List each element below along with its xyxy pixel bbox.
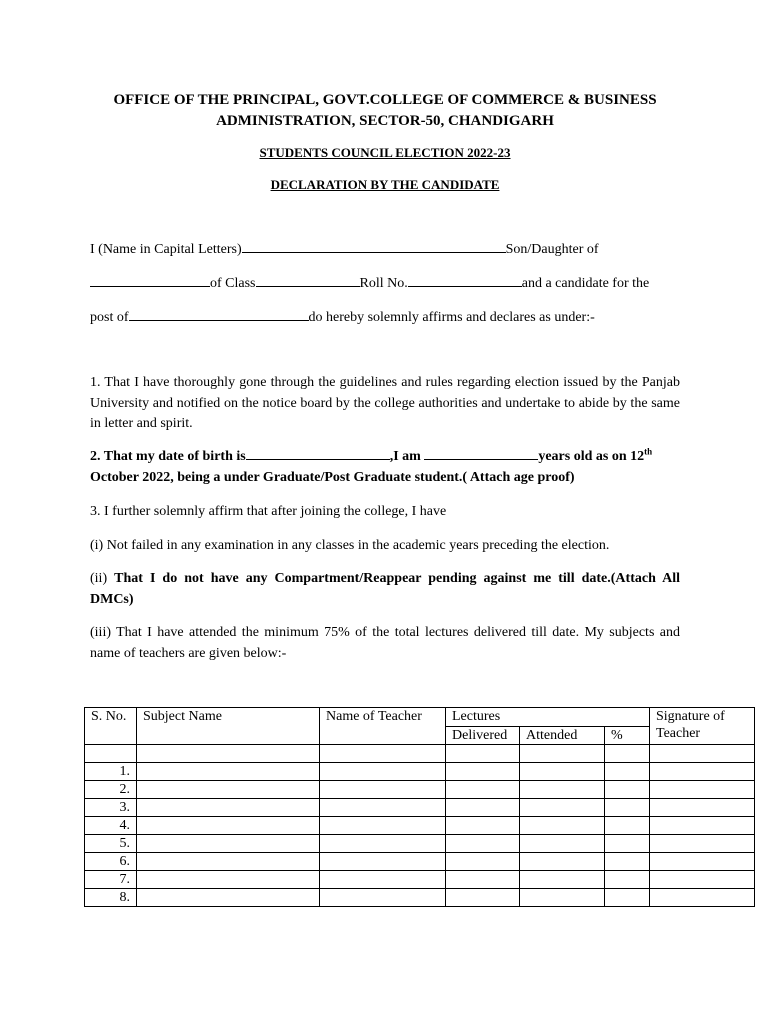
table-row [85, 799, 755, 817]
name-label: I (Name in Capital Letters) [90, 242, 242, 257]
roll-no-blank[interactable] [408, 274, 522, 287]
clause-2-dob-label: 2. That my date of birth is [90, 449, 246, 464]
declaration-title: DECLARATION BY THE CANDIDATE [270, 177, 500, 192]
name-line [90, 240, 599, 258]
affirm-label: do hereby solemnly affirms and declares as under:- [308, 310, 595, 325]
header-teacher: Name of Teacher [320, 708, 446, 745]
clause-3-i: (i) Not failed in any examination in any classes in the academic years preceding the election. [90, 538, 610, 553]
row-number: 4. [85, 817, 137, 835]
clause-2-rest: October 2022, being a under Graduate/Post Graduate student.( Attach age proof) [90, 469, 575, 485]
of-class-label: of Class [210, 276, 256, 291]
header-lectures: Lectures [446, 708, 650, 727]
header-sno: S. No. [85, 708, 137, 745]
clause-2 [90, 447, 680, 488]
roll-no-label: Roll No. [359, 276, 408, 291]
clause-2-age-label: ,I am [389, 449, 421, 464]
clause-1: 1. That I have thoroughly gone through the guidelines and rules regarding election issued by the Panjab University and notified on the notice board by the college authorities and undertake to abide by the same in letter and spirit. [90, 375, 680, 431]
post-of-label: post of [90, 310, 129, 325]
header-line-2: ADMINISTRATION, SECTOR-50, CHANDIGARH [216, 113, 554, 129]
class-line [90, 274, 649, 292]
subjects-table [84, 707, 755, 907]
clause-2-years-label: years old as on 12 [538, 449, 645, 464]
header-signature: Signature of Teacher [650, 708, 755, 745]
office-header [60, 90, 710, 132]
row-number: 8. [85, 889, 137, 907]
row-number: 2. [85, 781, 137, 799]
row-number: 7. [85, 871, 137, 889]
post-blank[interactable] [129, 308, 309, 321]
table-row [85, 871, 755, 889]
clause-3-iii: (iii) That I have attended the minimum 75% of the total lectures delivered till date. My subjects and name of teachers are given below:- [90, 625, 680, 661]
dob-blank[interactable] [246, 447, 390, 460]
header-subject: Subject Name [137, 708, 320, 745]
clause-3-ii [90, 569, 680, 610]
table-row [85, 853, 755, 871]
post-line [90, 308, 595, 326]
header-percent: % [605, 726, 650, 745]
table-row [85, 763, 755, 781]
clause-3: 3. I further solemnly affirm that after joining the college, I have [90, 504, 447, 519]
header-attended: Attended [520, 726, 605, 745]
election-title: STUDENTS COUNCIL ELECTION 2022-23 [259, 145, 511, 160]
row-number: 1. [85, 763, 137, 781]
candidate-for-label: and a candidate for the [521, 276, 650, 291]
age-blank[interactable] [424, 447, 538, 460]
table-row [85, 835, 755, 853]
row-number: 5. [85, 835, 137, 853]
table-header-row [85, 708, 755, 727]
table-row [85, 781, 755, 799]
class-blank[interactable] [256, 274, 360, 287]
header-delivered: Delivered [446, 726, 520, 745]
clause-2-sup: th [644, 446, 653, 457]
son-daughter-label: Son/Daughter of [505, 242, 599, 257]
table-row [85, 889, 755, 907]
name-blank[interactable] [242, 240, 506, 253]
clause-3-ii-prefix: (ii) [90, 571, 115, 586]
row-number: 3. [85, 799, 137, 817]
table-row [85, 817, 755, 835]
parent-name-blank[interactable] [90, 274, 210, 287]
row-number: 6. [85, 853, 137, 871]
table-row [85, 745, 755, 763]
header-line-1: OFFICE OF THE PRINCIPAL, GOVT.COLLEGE OF COMMERCE & BUSINESS [113, 92, 657, 108]
clause-3-ii-text: That I do not have any Compartment/Reappear pending against me till date.(Attach All DMCs) [90, 571, 681, 607]
